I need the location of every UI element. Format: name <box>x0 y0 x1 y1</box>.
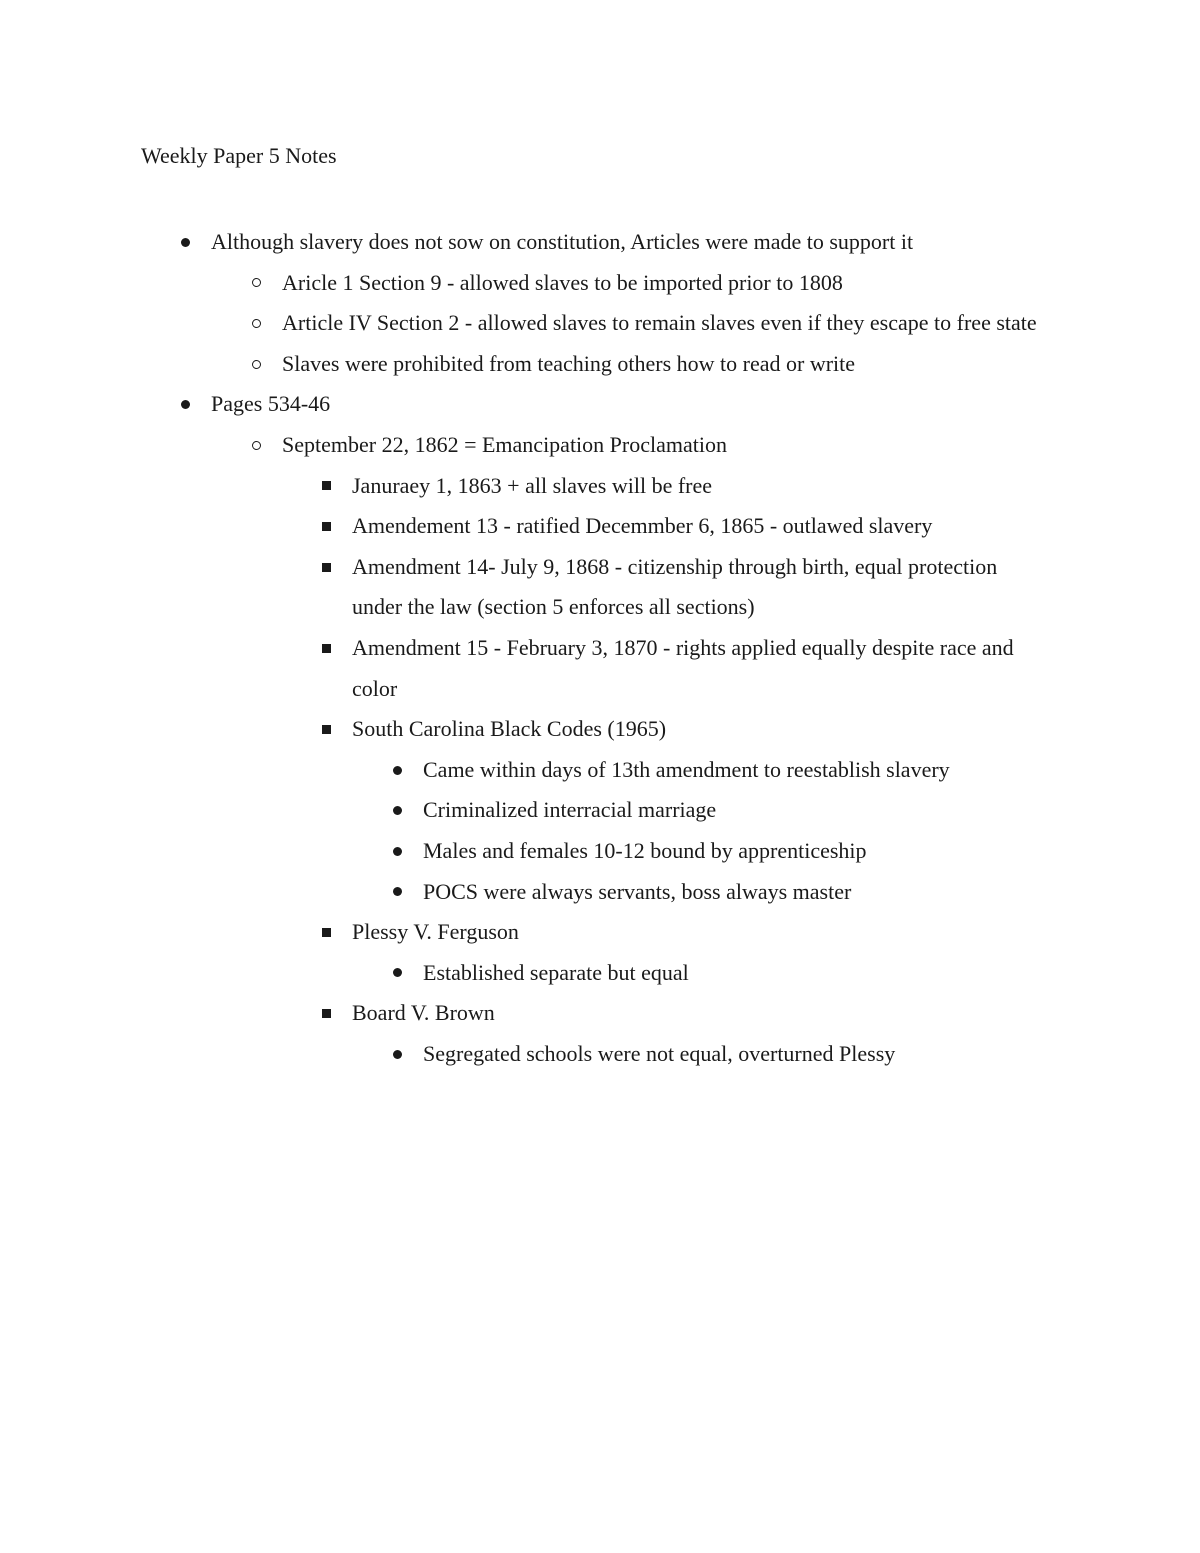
list-item-text: Amendment 15 - February 3, 1870 - rights applied equally despite race and color <box>352 634 1014 701</box>
list-item-text: Came within days of 13th amendment to reestablish slavery <box>423 756 950 782</box>
document-title: Weekly Paper 5 Notes <box>141 143 337 168</box>
disc-bullet-icon <box>387 750 407 791</box>
circle-bullet-icon <box>246 425 266 466</box>
list-item-text: Criminalized interracial marriage <box>423 797 717 823</box>
disc-bullet-icon <box>387 790 407 831</box>
square-bullet-icon <box>316 993 336 1034</box>
list-item <box>141 993 1061 1034</box>
list-item <box>141 1034 1061 1075</box>
list-item <box>141 222 1061 263</box>
list-item-text: Males and females 10-12 bound by apprenticeship <box>423 837 867 863</box>
list-item-text: Januraey 1, 1863 + all slaves will be free <box>352 472 713 498</box>
outline-level-2 <box>141 263 1061 385</box>
list-item-text: Pages 534-46 <box>211 391 331 417</box>
list-item-text: Established separate but equal <box>423 959 689 985</box>
list-item-text: Amendement 13 - ratified Decemmber 6, 1865 - outlawed slavery <box>352 513 933 539</box>
list-item <box>141 872 1061 913</box>
square-bullet-icon <box>316 709 336 750</box>
list-item <box>141 790 1061 831</box>
nested-list-container <box>141 425 1061 1075</box>
list-item <box>141 547 1061 628</box>
disc-bullet-icon <box>175 384 195 425</box>
list-item <box>141 425 1061 466</box>
list-item-text: Amendment 14- July 9, 1868 - citizenship through birth, equal protection under the law (section 5 enforces all sections) <box>352 553 998 620</box>
list-item-text: Aricle 1 Section 9 - allowed slaves to be imported prior to 1808 <box>282 269 843 295</box>
disc-bullet-icon <box>387 953 407 994</box>
list-item <box>141 831 1061 872</box>
nested-list-container <box>141 953 1061 994</box>
nested-list-container <box>141 1034 1061 1075</box>
square-bullet-icon <box>316 466 336 507</box>
list-item-text: September 22, 1862 = Emancipation Proclamation <box>282 431 727 457</box>
list-item-text: South Carolina Black Codes (1965) <box>352 716 667 742</box>
list-item <box>141 384 1061 425</box>
outline-level-4 <box>141 750 1061 912</box>
outline-level-1 <box>141 222 1061 1074</box>
square-bullet-icon <box>316 628 336 669</box>
list-item <box>141 303 1061 344</box>
nested-list-container <box>141 263 1061 385</box>
list-item-text: Article IV Section 2 - allowed slaves to remain slaves even if they escape to free state <box>282 310 1037 336</box>
list-item <box>141 912 1061 953</box>
outline-level-4 <box>141 1034 1061 1075</box>
list-item <box>141 344 1061 385</box>
list-item-text: Segregated schools were not equal, overturned Plessy <box>423 1040 896 1066</box>
nested-list-container <box>141 466 1061 1075</box>
disc-bullet-icon <box>387 831 407 872</box>
list-item-text: Although slavery does not sow on constitution, Articles were made to support it <box>211 229 914 254</box>
circle-bullet-icon <box>246 303 266 344</box>
list-item-text: Plessy V. Ferguson <box>352 919 519 945</box>
list-item <box>141 263 1061 304</box>
list-item <box>141 750 1061 791</box>
square-bullet-icon <box>316 547 336 588</box>
outline-level-2 <box>141 425 1061 1075</box>
list-item <box>141 953 1061 994</box>
list-item-text: Board V. Brown <box>352 1000 495 1026</box>
list-item-text: Slaves were prohibited from teaching others how to read or write <box>282 350 856 376</box>
list-item <box>141 466 1061 507</box>
square-bullet-icon <box>316 506 336 547</box>
disc-bullet-icon <box>387 872 407 913</box>
circle-bullet-icon <box>246 263 266 304</box>
notes-outline <box>141 222 1061 1074</box>
circle-bullet-icon <box>246 344 266 385</box>
list-item <box>141 709 1061 750</box>
nested-list-container <box>141 750 1061 912</box>
list-item-text: POCS were always servants, boss always master <box>423 878 852 904</box>
list-item <box>141 628 1061 709</box>
outline-level-3 <box>141 466 1061 1075</box>
disc-bullet-icon <box>175 222 195 263</box>
square-bullet-icon <box>316 912 336 953</box>
list-item <box>141 506 1061 547</box>
disc-bullet-icon <box>387 1034 407 1075</box>
outline-level-4 <box>141 953 1061 994</box>
